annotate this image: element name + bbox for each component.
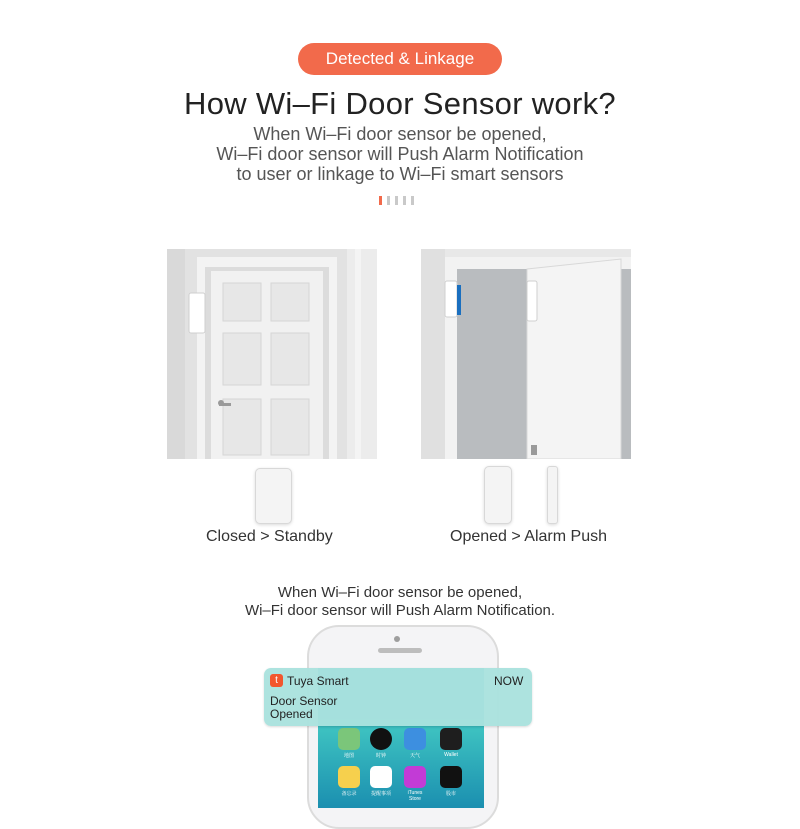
app-weather-icon[interactable] xyxy=(404,728,426,750)
pager-dot-active[interactable] xyxy=(379,196,382,205)
app-wallet-icon[interactable] xyxy=(440,728,462,750)
app-notes-icon[interactable] xyxy=(338,766,360,788)
section-badge: Detected & Linkage xyxy=(298,43,502,75)
app-label: iTunes Store xyxy=(407,790,423,802)
app-itunes-icon[interactable] xyxy=(404,766,426,788)
notification-app-name: Tuya Smart xyxy=(287,674,349,688)
app-label: 提醒事项 xyxy=(370,791,391,797)
sensor-body-product xyxy=(484,466,512,524)
subtitle-line: Wi–Fi door sensor will Push Alarm Notification xyxy=(216,144,584,164)
sensor-closed-product xyxy=(255,468,292,524)
app-label: 地图 xyxy=(343,753,354,759)
pager-dot[interactable] xyxy=(403,196,406,205)
page-title: How Wi–Fi Door Sensor work? xyxy=(184,86,616,121)
subtitle-line: to user or linkage to Wi–Fi smart sensors xyxy=(236,164,564,184)
app-maps-icon[interactable] xyxy=(338,728,360,750)
closed-state-label: Closed > Standby xyxy=(206,528,333,545)
notification-time: NOW xyxy=(494,674,524,688)
app-reminders-icon[interactable] xyxy=(370,766,392,788)
app-label: 天气 xyxy=(409,753,420,759)
pager-dot[interactable] xyxy=(411,196,414,205)
explanation-line: Wi–Fi door sensor will Push Alarm Notification. xyxy=(244,602,556,619)
phone-camera xyxy=(394,636,400,642)
pager-dot[interactable] xyxy=(395,196,398,205)
pager-dot[interactable] xyxy=(387,196,390,205)
app-label: 备忘录 xyxy=(341,791,357,797)
opened-door-photo xyxy=(421,249,631,459)
app-clock-icon[interactable] xyxy=(370,728,392,750)
closed-door-photo xyxy=(167,249,377,459)
explanation-line: When Wi–Fi door sensor be opened, xyxy=(277,584,523,601)
app-stocks-icon[interactable] xyxy=(440,766,462,788)
app-label: Wallet xyxy=(444,752,458,758)
tuya-icon: t xyxy=(270,674,283,687)
notification-explanation xyxy=(0,584,800,620)
app-label: 股市 xyxy=(445,791,456,797)
notification-body: Opened xyxy=(270,707,313,721)
opened-state-label: Opened > Alarm Push xyxy=(450,528,607,545)
phone-speaker xyxy=(378,648,422,653)
page-subtitle xyxy=(0,124,800,184)
app-label: 时钟 xyxy=(375,753,386,759)
sensor-magnet-product xyxy=(547,466,558,524)
pager-dots xyxy=(379,196,414,205)
notification-title: Door Sensor xyxy=(270,694,338,708)
subtitle-line: When Wi–Fi door sensor be opened, xyxy=(253,124,547,144)
